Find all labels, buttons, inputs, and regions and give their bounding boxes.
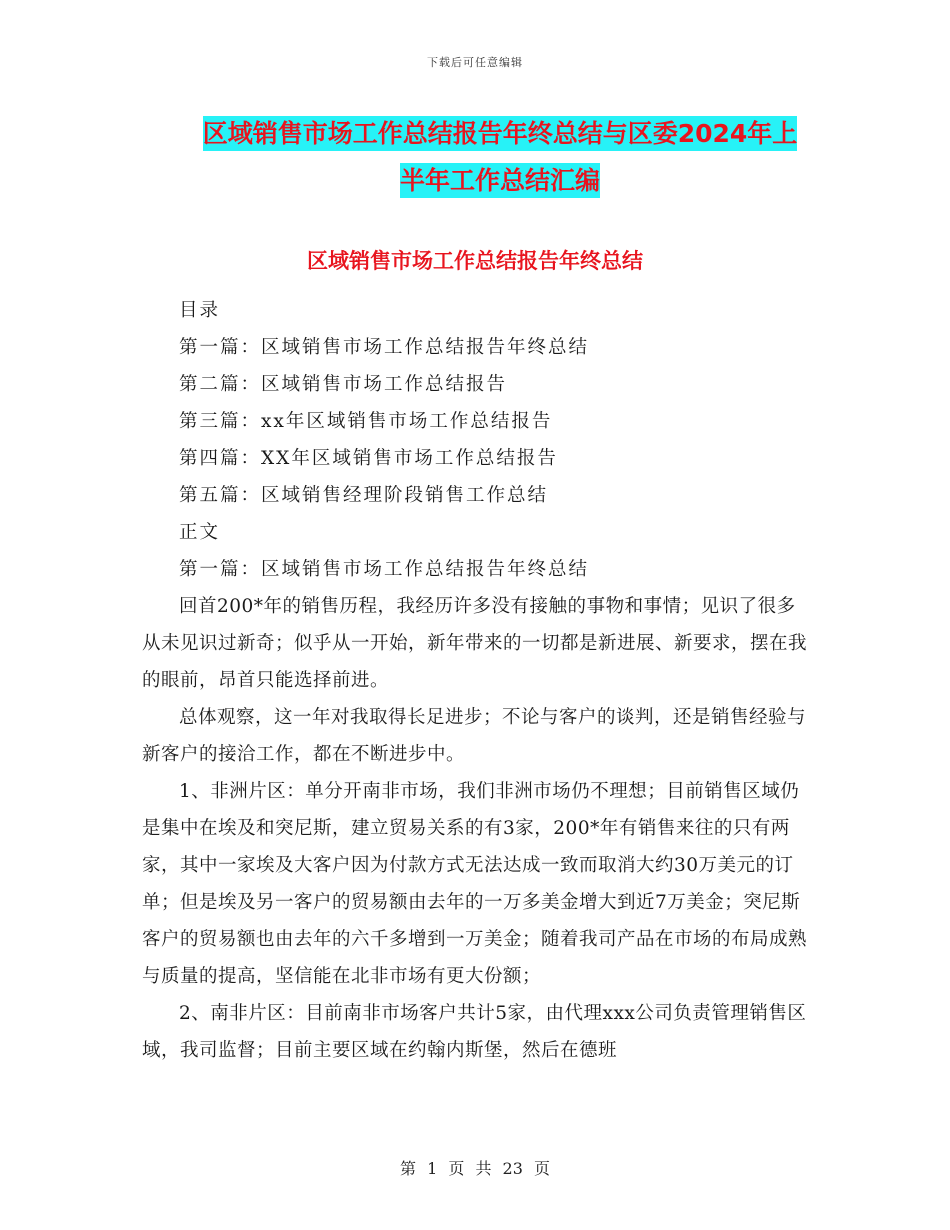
part-title: 第一篇：区域销售市场工作总结报告年终总结 xyxy=(179,559,590,580)
toc-item: 第一篇：区域销售市场工作总结报告年终总结 xyxy=(179,337,590,358)
toc-item: 第五篇：区域销售经理阶段销售工作总结 xyxy=(179,485,549,506)
title-line-1: 区域销售市场工作总结报告年终总结与区委2024年上 xyxy=(203,116,798,151)
body-heading: 正文 xyxy=(179,522,221,543)
body-paragraph: 1、非洲片区：单分开南非市场，我们非洲市场仍不理想；目前销售区域仍是集中在埃及和突尼斯，建立贸易关系的有3家，200*年有销售来往的只有两家，其中一家埃及大客户因为付款方式无法达成一致而取消大约30万美元的订单；但是埃及另一客户的贸易额由去年的一万多美金增大到近7万美金；突尼斯客户的贸易额也由去年的六千多增到一万美金；随着我司产品在市场的布局成熟与质量的提高，坚信能在北非市场有更大份额； xyxy=(142,781,808,987)
page-footer: 第 1 页 共 23 页 xyxy=(400,1159,550,1178)
section-title: 区域销售市场工作总结报告年终总结 xyxy=(307,249,643,273)
title-line-2: 半年工作总结汇编 xyxy=(400,163,600,198)
toc-item: 第四篇：XX年区域销售市场工作总结报告 xyxy=(179,448,558,469)
document-title xyxy=(150,110,850,204)
document-body xyxy=(142,292,812,1069)
body-paragraph: 总体观察，这一年对我取得长足进步；不论与客户的谈判，还是销售经验与新客户的接洽工作，都在不断进步中。 xyxy=(142,707,807,765)
header-note: 下载后可任意编辑 xyxy=(427,56,523,69)
body-paragraph: 回首200*年的销售历程，我经历许多没有接触的事物和事情；见识了很多从未见识过新奇；似乎从一开始，新年带来的一切都是新进展、新要求，摆在我的眼前，昂首只能选择前进。 xyxy=(142,596,808,691)
toc-item: 第三篇：xx年区域销售市场工作总结报告 xyxy=(179,411,553,432)
body-paragraph: 2、南非片区：目前南非市场客户共计5家，由代理xxx公司负责管理销售区域，我司监督；目前主要区域在约翰内斯堡，然后在德班 xyxy=(142,1003,807,1061)
toc-item: 第二篇：区域销售市场工作总结报告 xyxy=(179,374,508,395)
toc-heading: 目录 xyxy=(179,300,221,321)
